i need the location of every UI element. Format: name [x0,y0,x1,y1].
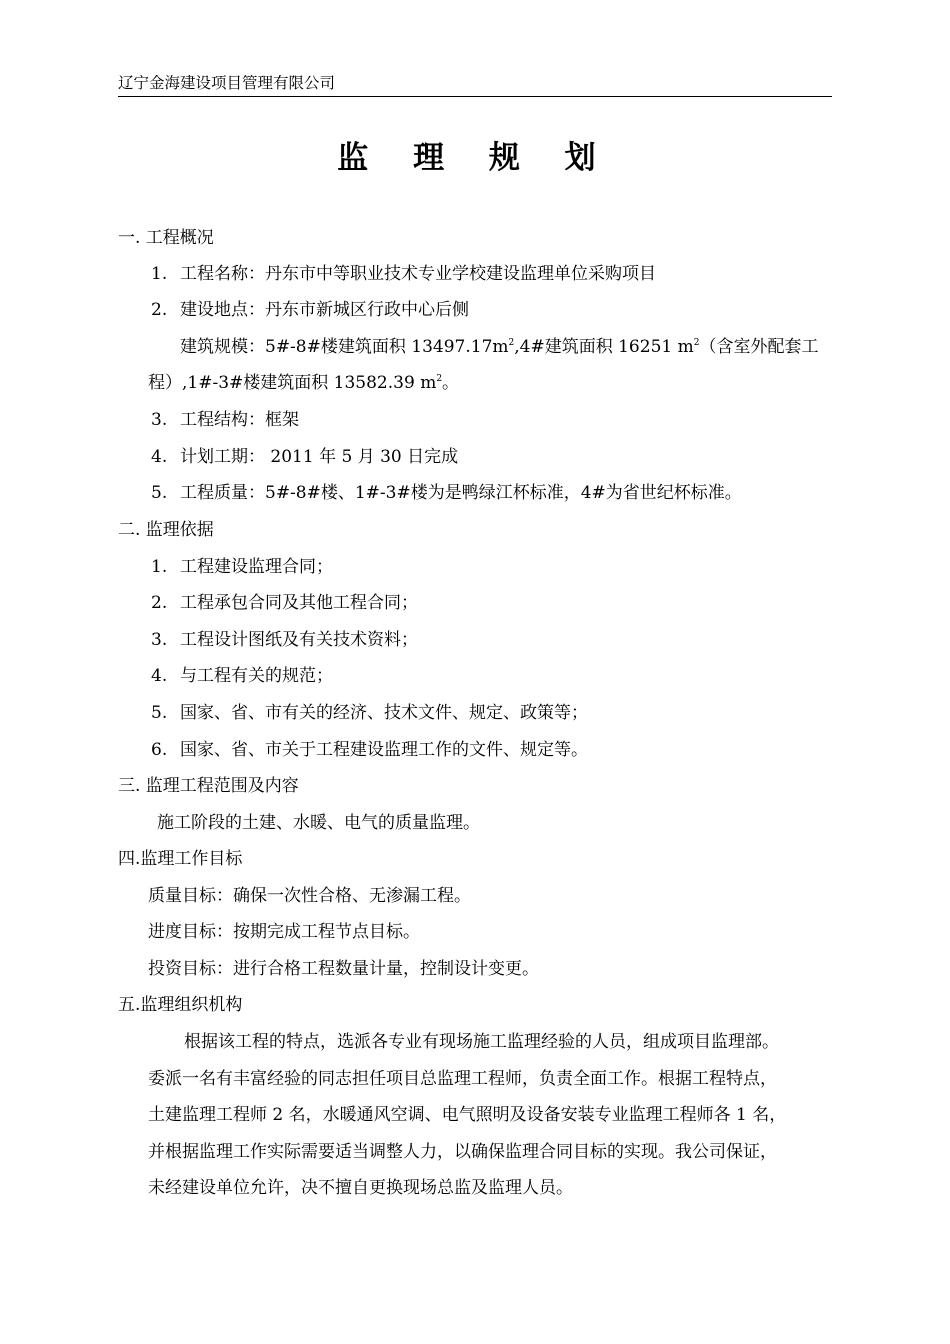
scale-sup-2: 2 [693,338,700,348]
s1-item-3-number: 3. [151,410,168,430]
section-4-heading: 四.监理工作目标 [118,849,243,869]
s2-item-2 [151,590,418,616]
s2-item-4 [151,663,333,689]
s2-item-2-number: 2. [151,593,168,613]
section-3-heading: 三. 监理工程范围及内容 [118,776,299,796]
s2-item-3-text: 工程设计图纸及有关技术资料； [180,630,418,650]
s1-item-5 [151,480,742,506]
page-header [118,72,832,97]
s1-item-2 [151,297,469,323]
section-5-heading: 五.监理组织机构 [118,995,243,1015]
s1-item-4-text: 计划工期： 2011 年 5 月 30 日完成 [180,447,459,467]
s1-item-1-number: 1. [151,264,168,284]
company-name: 辽宁金海建设项目管理有限公司 [118,74,336,92]
s1-item-2-number: 2. [151,300,168,320]
scale-sup-1: 2 [508,338,515,348]
s4-schedule-goal: 进度目标：按期完成工程节点目标。 [148,922,420,942]
s2-item-4-text: 与工程有关的规范； [180,666,333,686]
s2-item-6 [151,737,588,763]
s2-item-6-text: 国家、省、市关于工程建设监理工作的文件、规定等。 [180,740,588,760]
s5-line-3: 土建监理工程师 2 名，水暖通风空调、电气照明及设备安装专业监理工程师各 1 名， [148,1105,787,1125]
s4-quality-goal: 质量目标：确保一次性合格、无渗漏工程。 [148,886,471,906]
scale-part-2: ,4#建筑面积 16251 m [514,337,694,357]
s1-scale-line-1 [180,334,818,360]
s2-item-5-text: 国家、省、市有关的经济、技术文件、规定、政策等； [180,703,588,723]
s2-item-1 [151,554,333,580]
s5-line-5: 未经建设单位允许，决不擅自更换现场总监及监理人员。 [148,1178,573,1198]
scale-part-5: 。 [442,373,460,393]
s1-item-5-number: 5. [151,483,168,503]
s1-item-2-text: 建设地点：丹东市新城区行政中心后侧 [180,300,469,320]
s1-item-3-text: 工程结构：框架 [180,410,299,430]
section-2-heading: 二. 监理依据 [118,520,214,540]
s1-item-5-text: 工程质量：5#-8#楼、1#-3#楼为是鸭绿江杯标准，4#为省世纪杯标准。 [180,483,742,503]
s2-item-5 [151,700,588,726]
s2-item-3 [151,627,418,653]
s2-item-4-number: 4. [151,666,168,686]
scale-part-4: 程）,1#-3#楼建筑面积 13582.39 m [148,373,437,393]
section-1-heading: 一. 工程概况 [118,228,214,248]
s1-item-1-text: 工程名称：丹东市中等职业技术专业学校建设监理单位采购项目 [180,264,656,284]
s2-item-6-number: 6. [151,740,168,760]
s4-investment-goal: 投资目标：进行合格工程数量计量，控制设计变更。 [148,959,539,979]
s1-item-4 [151,444,458,470]
s2-item-2-text: 工程承包合同及其他工程合同； [180,593,418,613]
s1-item-1 [151,261,656,287]
scale-part-1: 建筑规模：5#-8#楼建筑面积 13497.17m [180,337,509,357]
s2-item-1-text: 工程建设监理合同； [180,557,333,577]
scale-sup-3: 2 [436,374,443,384]
s1-item-4-number: 4. [151,447,168,467]
s1-item-3 [151,407,299,433]
s5-line-4: 并根据监理工作实际需要适当调整人力，以确保监理合同目标的实现。我公司保证， [148,1142,777,1162]
document-title: 监 理 规 划 [337,140,613,176]
s2-item-5-number: 5. [151,703,168,723]
s2-item-1-number: 1. [151,557,168,577]
s5-line-2: 委派一名有丰富经验的同志担任项目总监理工程师，负责全面工作。根据工程特点， [148,1069,777,1089]
s1-scale-line-2 [148,370,459,396]
s2-item-3-number: 3. [151,630,168,650]
s3-text: 施工阶段的土建、水暖、电气的质量监理。 [157,813,480,833]
s5-line-1: 根据该工程的特点，选派各专业有现场施工监理经验的人员，组成项目监理部。 [184,1032,779,1052]
scale-part-3: （含室外配套工 [699,337,819,357]
